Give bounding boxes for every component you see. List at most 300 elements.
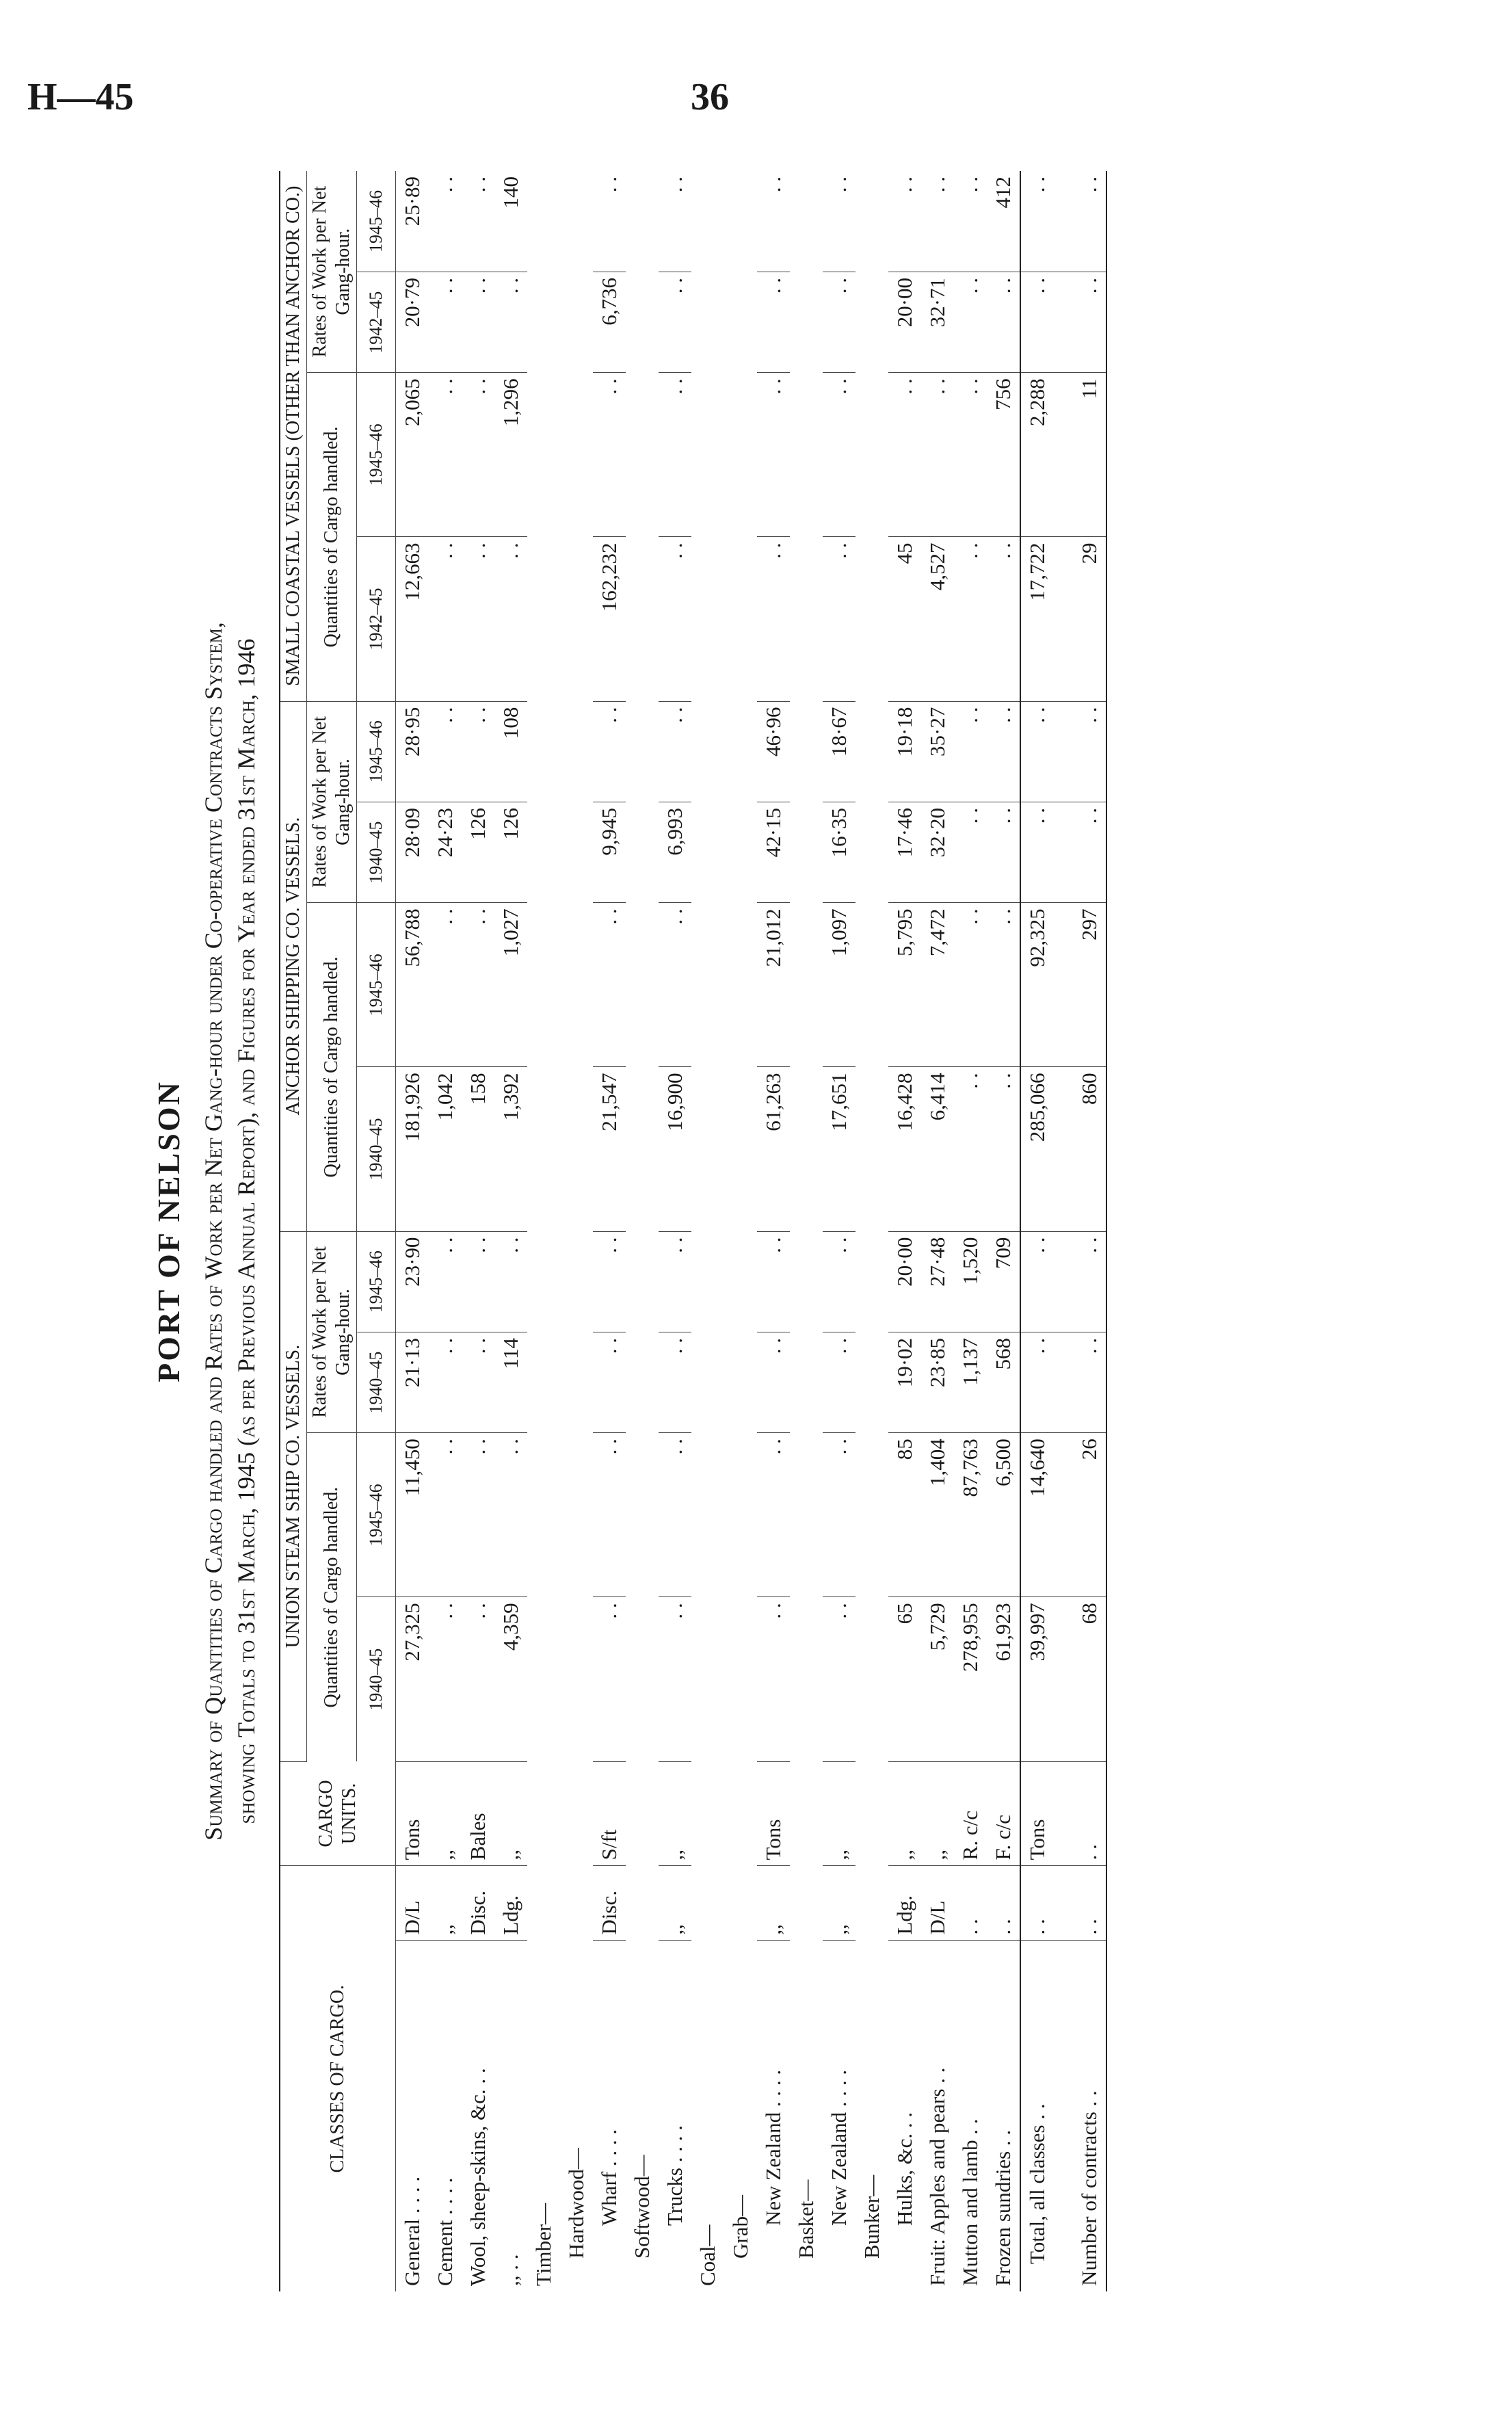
- value-cell: 1,042: [429, 1067, 462, 1231]
- dot-leader: . .: [892, 2112, 916, 2133]
- handling-type: . .: [1054, 1866, 1106, 1941]
- value-cell: . .: [823, 1433, 856, 1597]
- value-cell: 18·67: [823, 701, 856, 802]
- cargo-unit: Tons: [396, 1761, 429, 1866]
- value-cell: 1,520: [954, 1231, 987, 1332]
- value-cell: . .: [429, 171, 462, 272]
- table-row: [987, 171, 1020, 2291]
- handling-type: Disc.: [593, 1866, 626, 1941]
- cargo-class-label: [757, 1941, 790, 2291]
- cargo-class-label: [659, 1941, 691, 2291]
- cargo-class-name: General: [400, 2218, 424, 2286]
- cargo-unit: ,,: [888, 1761, 921, 1866]
- value-cell: . .: [823, 171, 856, 272]
- value-cell: . .: [659, 537, 691, 701]
- dot-leader: . .: [499, 2254, 522, 2276]
- subtitle-line-1: Summary of Quantities of Cargo handled and Rates of Work per Net Gang-hour under Co-operative Contracts System,: [200, 622, 227, 1841]
- cargo-unit: ,,: [823, 1761, 856, 1866]
- value-cell: 6,414: [921, 1067, 954, 1231]
- handling-type: D/L: [396, 1866, 429, 1941]
- table-row: [757, 171, 790, 2291]
- cargo-class-name: Hulks, &c.: [892, 2133, 916, 2226]
- value-cell: 162,232: [593, 537, 626, 701]
- value-cell: . .: [1020, 1332, 1054, 1432]
- value-cell: . .: [659, 903, 691, 1067]
- dot-leader: . . . .: [761, 2069, 785, 2112]
- value-cell: . .: [1020, 171, 1054, 272]
- header-small-quantities: Quantities of Cargo handled.: [307, 373, 357, 701]
- value-cell: 42·15: [757, 802, 790, 902]
- cargo-class-label: [396, 1941, 429, 2291]
- cargo-class-name: Basket—: [794, 2179, 818, 2259]
- value-cell: . .: [823, 373, 856, 537]
- value-cell: . .: [1054, 171, 1106, 272]
- value-cell: 11,450: [396, 1433, 429, 1597]
- value-cell: 108: [494, 701, 527, 802]
- value-cell: 7,472: [921, 903, 954, 1067]
- cargo-class-label: [626, 171, 659, 2291]
- cargo-class-name: Softwood—: [630, 2155, 654, 2259]
- cargo-class-name: Wharf: [597, 2171, 621, 2226]
- value-cell: . .: [494, 1231, 527, 1332]
- value-cell: 21·13: [396, 1332, 429, 1432]
- value-cell: . .: [954, 171, 987, 272]
- value-cell: 126: [462, 802, 494, 902]
- value-cell: . .: [757, 272, 790, 373]
- dot-leader: . .: [1025, 2103, 1049, 2125]
- table-row: [790, 171, 823, 2291]
- value-cell: 25·89: [396, 171, 429, 272]
- value-cell: . .: [462, 1231, 494, 1332]
- header-year: 1945–46: [357, 903, 396, 1067]
- value-cell: 21,012: [757, 903, 790, 1067]
- header-union-steam-ship: UNION STEAM SHIP CO. VESSELS.: [280, 1231, 307, 1761]
- value-cell: 756: [987, 373, 1020, 537]
- value-cell: 56,788: [396, 903, 429, 1067]
- dot-leader: . .: [466, 2068, 490, 2090]
- value-cell: 6,736: [593, 272, 626, 373]
- table-row: [888, 171, 921, 2291]
- handling-type: . .: [1020, 1866, 1054, 1941]
- value-cell: 14,640: [1020, 1433, 1054, 1597]
- table-row: [1054, 171, 1106, 2291]
- value-cell: 20·00: [888, 1231, 921, 1332]
- cargo-unit: Tons: [757, 1761, 790, 1866]
- value-cell: . .: [954, 903, 987, 1067]
- cargo-class-label: [462, 1941, 494, 2291]
- value-cell: . .: [462, 1433, 494, 1597]
- value-cell: 19·02: [888, 1332, 921, 1432]
- table-row: [527, 171, 560, 2291]
- table-row: [659, 171, 691, 2291]
- value-cell: . .: [823, 1332, 856, 1432]
- value-cell: 1,027: [494, 903, 527, 1067]
- value-cell: . .: [593, 1597, 626, 1761]
- value-cell: 21,547: [593, 1067, 626, 1231]
- value-cell: . .: [921, 171, 954, 272]
- cargo-class-label: [527, 171, 560, 2291]
- value-cell: . .: [954, 537, 987, 701]
- value-cell: . .: [593, 1433, 626, 1597]
- dot-leader: . . . .: [597, 2129, 621, 2172]
- handling-type: ,,: [659, 1866, 691, 1941]
- value-cell: . .: [593, 1332, 626, 1432]
- value-cell: 568: [987, 1332, 1020, 1432]
- table-row: [954, 171, 987, 2291]
- page-number: 36: [691, 76, 729, 118]
- value-cell: . .: [987, 903, 1020, 1067]
- value-cell: . .: [954, 701, 987, 802]
- value-cell: 2,288: [1020, 373, 1054, 537]
- value-cell: . .: [757, 1597, 790, 1761]
- value-cell: . .: [987, 701, 1020, 802]
- header-usc-quantities: Quantities of Cargo handled.: [307, 1433, 357, 1761]
- table-row: [691, 171, 724, 2291]
- value-cell: . .: [659, 171, 691, 272]
- value-cell: 46·96: [757, 701, 790, 802]
- cargo-class-label: [987, 1941, 1020, 2291]
- value-cell: . .: [987, 1067, 1020, 1231]
- value-cell: . .: [757, 373, 790, 537]
- summary-subtitle: [197, 171, 265, 2291]
- value-cell: 17,722: [1020, 537, 1054, 701]
- value-cell: . .: [494, 272, 527, 373]
- table-row: [856, 171, 888, 2291]
- header-anchor-rates: Rates of Work per Net Gang-hour.: [307, 701, 357, 903]
- cargo-unit: . .: [1054, 1761, 1106, 1866]
- value-cell: 9,945: [593, 802, 626, 902]
- value-cell: 12,663: [396, 537, 429, 701]
- value-cell: 6,500: [987, 1433, 1020, 1597]
- rotated-content: [150, 171, 1313, 2291]
- value-cell: 28·09: [396, 802, 429, 902]
- value-cell: . .: [593, 373, 626, 537]
- header-year: 1942–45: [357, 537, 396, 701]
- value-cell: . .: [954, 1067, 987, 1231]
- cargo-class-label: [823, 1941, 856, 2291]
- value-cell: . .: [1054, 1332, 1106, 1432]
- value-cell: 61,923: [987, 1597, 1020, 1761]
- table-header: [280, 171, 396, 2291]
- cargo-unit: ,,: [921, 1761, 954, 1866]
- value-cell: 65: [888, 1597, 921, 1761]
- value-cell: . .: [462, 1597, 494, 1761]
- value-cell: 16,428: [888, 1067, 921, 1231]
- value-cell: . .: [462, 1332, 494, 1432]
- header-cargo-units: CARGO UNITS.: [280, 1761, 396, 1866]
- cargo-class-name: Frozen sundries: [991, 2151, 1015, 2286]
- header-classes-of-cargo: CLASSES OF CARGO.: [280, 1866, 396, 2291]
- value-cell: 1,392: [494, 1067, 527, 1231]
- header-year: 1945–46: [357, 373, 396, 537]
- value-cell: 32·71: [921, 272, 954, 373]
- cargo-class-name: Bunker—: [860, 2174, 884, 2259]
- value-cell: . .: [1054, 272, 1106, 373]
- value-cell: 29: [1054, 537, 1106, 701]
- handling-type: ,,: [429, 1866, 462, 1941]
- value-cell: 1,097: [823, 903, 856, 1067]
- table-row: [396, 171, 429, 2291]
- value-cell: . .: [823, 272, 856, 373]
- value-cell: . .: [954, 272, 987, 373]
- header-usc-rates: Rates of Work per Net Gang-hour.: [307, 1231, 357, 1433]
- value-cell: . .: [593, 903, 626, 1067]
- cargo-class-label: [593, 1941, 626, 2291]
- value-cell: . .: [954, 802, 987, 902]
- value-cell: . .: [462, 903, 494, 1067]
- table-row: [462, 171, 494, 2291]
- value-cell: 278,955: [954, 1597, 987, 1761]
- handling-type: Ldg.: [494, 1866, 527, 1941]
- value-cell: 126: [494, 802, 527, 902]
- value-cell: 17,651: [823, 1067, 856, 1231]
- value-cell: . .: [593, 701, 626, 802]
- header-year: 1945–46: [357, 1433, 396, 1597]
- value-cell: 17·46: [888, 802, 921, 902]
- header-year: 1945–46: [357, 701, 396, 802]
- subtitle-line-2: showing Totals to 31st March, 1945 (as per Previous Annual Report), and Figures for Year ended 31st March, 1946: [233, 638, 260, 1824]
- cargo-class-name: New Zealand: [761, 2112, 785, 2226]
- value-cell: 2,065: [396, 373, 429, 537]
- value-cell: . .: [823, 537, 856, 701]
- value-cell: . .: [921, 373, 954, 537]
- handling-type: Ldg.: [888, 1866, 921, 1941]
- dot-leader: . . . .: [400, 2176, 424, 2219]
- value-cell: . .: [757, 171, 790, 272]
- value-cell: . .: [659, 1231, 691, 1332]
- cargo-class-label: [560, 171, 593, 2291]
- value-cell: . .: [888, 171, 921, 272]
- value-cell: . .: [462, 272, 494, 373]
- value-cell: 39,997: [1020, 1597, 1054, 1761]
- dot-leader: . .: [958, 2118, 982, 2140]
- value-cell: 85: [888, 1433, 921, 1597]
- cargo-summary-table: [279, 171, 1107, 2291]
- value-cell: . .: [462, 537, 494, 701]
- value-cell: . .: [429, 1231, 462, 1332]
- cargo-class-label: [1054, 1941, 1106, 2291]
- value-cell: . .: [1020, 701, 1054, 802]
- header-year: 1940–45: [357, 1332, 396, 1432]
- value-cell: . .: [659, 1332, 691, 1432]
- value-cell: 1,296: [494, 373, 527, 537]
- value-cell: . .: [659, 272, 691, 373]
- cargo-class-label: [790, 171, 823, 2291]
- cargo-unit: Tons: [1020, 1761, 1054, 1866]
- port-title: PORT OF NELSON: [151, 1080, 186, 1382]
- value-cell: . .: [429, 272, 462, 373]
- value-cell: 92,325: [1020, 903, 1054, 1067]
- value-cell: . .: [429, 1332, 462, 1432]
- value-cell: . .: [1054, 701, 1106, 802]
- cargo-class-name: Coal—: [695, 2224, 719, 2286]
- value-cell: . .: [593, 1231, 626, 1332]
- page-identifier: H—45: [27, 76, 134, 118]
- cargo-class-name: Hardwood—: [564, 2148, 588, 2259]
- handling-type: ,,: [757, 1866, 790, 1941]
- value-cell: . .: [954, 373, 987, 537]
- header-year: 1940–45: [357, 802, 396, 902]
- value-cell: 6,993: [659, 802, 691, 902]
- value-cell: 5,795: [888, 903, 921, 1067]
- value-cell: 1,137: [954, 1332, 987, 1432]
- value-cell: . .: [823, 1231, 856, 1332]
- value-cell: . .: [429, 537, 462, 701]
- value-cell: . .: [462, 373, 494, 537]
- table-row: [823, 171, 856, 2291]
- value-cell: 285,066: [1020, 1067, 1054, 1231]
- table-row: [560, 171, 593, 2291]
- value-cell: 140: [494, 171, 527, 272]
- value-cell: . .: [659, 1597, 691, 1761]
- value-cell: 27,325: [396, 1597, 429, 1761]
- cargo-class-name: New Zealand: [827, 2112, 851, 2226]
- value-cell: 61,263: [757, 1067, 790, 1231]
- value-cell: . .: [659, 1433, 691, 1597]
- header-year: 1940–45: [357, 1067, 396, 1231]
- dot-leader: . . . .: [827, 2069, 851, 2112]
- value-cell: 16,900: [659, 1067, 691, 1231]
- cargo-class-name: Number of contracts: [1077, 2112, 1101, 2286]
- value-cell: . .: [888, 373, 921, 537]
- value-cell: . .: [757, 1231, 790, 1332]
- value-cell: . .: [494, 537, 527, 701]
- value-cell: . .: [659, 701, 691, 802]
- table-body: [396, 171, 1107, 2291]
- value-cell: . .: [429, 1433, 462, 1597]
- value-cell: 20·00: [888, 272, 921, 373]
- value-cell: . .: [823, 1597, 856, 1761]
- cargo-class-name: Fruit: Apples and pears: [925, 2088, 949, 2286]
- value-cell: . .: [1020, 272, 1054, 373]
- handling-type: Disc.: [462, 1866, 494, 1941]
- value-cell: . .: [1020, 802, 1054, 902]
- value-cell: 1,404: [921, 1433, 954, 1597]
- value-cell: 87,763: [954, 1433, 987, 1597]
- value-cell: 16·35: [823, 802, 856, 902]
- table-row: [626, 171, 659, 2291]
- handling-type: . .: [954, 1866, 987, 1941]
- value-cell: . .: [757, 537, 790, 701]
- value-cell: . .: [429, 903, 462, 1067]
- cargo-class-name: Mutton and lamb: [958, 2140, 982, 2286]
- value-cell: 297: [1054, 903, 1106, 1067]
- value-cell: . .: [593, 171, 626, 272]
- dot-leader: . .: [991, 2129, 1015, 2151]
- value-cell: 4,359: [494, 1597, 527, 1761]
- value-cell: 32·20: [921, 802, 954, 902]
- value-cell: 28·95: [396, 701, 429, 802]
- cargo-unit: ,,: [429, 1761, 462, 1866]
- value-cell: 23·90: [396, 1231, 429, 1332]
- cargo-class-name: Cement: [433, 2220, 457, 2286]
- cargo-class-label: [691, 171, 724, 2291]
- cargo-class-label: [1020, 1941, 1054, 2291]
- header-small-coastal: SMALL COASTAL VESSELS (OTHER THAN ANCHOR CO.): [280, 171, 307, 701]
- value-cell: 35·27: [921, 701, 954, 802]
- table-row: [494, 171, 527, 2291]
- value-cell: . .: [429, 373, 462, 537]
- header-anchor-shipping: ANCHOR SHIPPING CO. VESSELS.: [280, 701, 307, 1231]
- value-cell: . .: [659, 373, 691, 537]
- cargo-class-label: [724, 171, 757, 2291]
- cargo-unit: R. c/c: [954, 1761, 987, 1866]
- cargo-class-name: Trucks: [663, 2168, 687, 2226]
- value-cell: 45: [888, 537, 921, 701]
- cargo-class-name: Total, all classes: [1025, 2125, 1049, 2264]
- cargo-unit: ,,: [494, 1761, 527, 1866]
- value-cell: 4,527: [921, 537, 954, 701]
- header-year: 1945–46: [357, 1231, 396, 1332]
- dot-leader: . . . .: [433, 2177, 457, 2220]
- cargo-unit: F. c/c: [987, 1761, 1020, 1866]
- value-cell: . .: [462, 701, 494, 802]
- value-cell: 114: [494, 1332, 527, 1432]
- value-cell: . .: [987, 802, 1020, 902]
- cargo-unit: Bales: [462, 1761, 494, 1866]
- value-cell: 860: [1054, 1067, 1106, 1231]
- value-cell: . .: [757, 1433, 790, 1597]
- value-cell: 181,926: [396, 1067, 429, 1231]
- value-cell: . .: [757, 1332, 790, 1432]
- cargo-class-name: Grab—: [728, 2195, 752, 2259]
- header-year: 1940–45: [357, 1597, 396, 1761]
- table-row: [429, 171, 462, 2291]
- value-cell: . .: [1020, 1231, 1054, 1332]
- cargo-unit: ,,: [659, 1761, 691, 1866]
- value-cell: 11: [1054, 373, 1106, 537]
- value-cell: 158: [462, 1067, 494, 1231]
- cargo-class-name: Wool, sheep-skins, &c.: [466, 2089, 490, 2286]
- handling-type: . .: [987, 1866, 1020, 1941]
- value-cell: . .: [1054, 1231, 1106, 1332]
- dot-leader: . .: [1077, 2090, 1101, 2112]
- value-cell: . .: [987, 272, 1020, 373]
- handling-type: ,,: [823, 1866, 856, 1941]
- dot-leader: . .: [925, 2067, 949, 2089]
- table-row: [921, 171, 954, 2291]
- dot-leader: . . . .: [663, 2125, 687, 2168]
- value-cell: 20·79: [396, 272, 429, 373]
- cargo-class-label: [494, 1941, 527, 2291]
- value-cell: 68: [1054, 1597, 1106, 1761]
- header-year: 1945–46: [357, 171, 396, 272]
- cargo-class-label: [888, 1941, 921, 2291]
- cargo-class-label: [921, 1941, 954, 2291]
- value-cell: . .: [494, 1433, 527, 1597]
- header-year: 1942–45: [357, 272, 396, 373]
- value-cell: 412: [987, 171, 1020, 272]
- value-cell: 26: [1054, 1433, 1106, 1597]
- header-anchor-quantities: Quantities of Cargo handled.: [307, 903, 357, 1231]
- value-cell: 5,729: [921, 1597, 954, 1761]
- handling-type: D/L: [921, 1866, 954, 1941]
- cargo-unit: S/ft: [593, 1761, 626, 1866]
- value-cell: . .: [462, 171, 494, 272]
- table-row: [724, 171, 757, 2291]
- table-row: [593, 171, 626, 2291]
- value-cell: . .: [987, 537, 1020, 701]
- value-cell: 24·23: [429, 802, 462, 902]
- value-cell: . .: [429, 701, 462, 802]
- cargo-class-label: [856, 171, 888, 2291]
- table-row: [1020, 171, 1054, 2291]
- value-cell: 19·18: [888, 701, 921, 802]
- cargo-class-name: Timber—: [531, 2203, 555, 2286]
- value-cell: . .: [1054, 802, 1106, 902]
- cargo-class-label: [954, 1941, 987, 2291]
- value-cell: . .: [429, 1597, 462, 1761]
